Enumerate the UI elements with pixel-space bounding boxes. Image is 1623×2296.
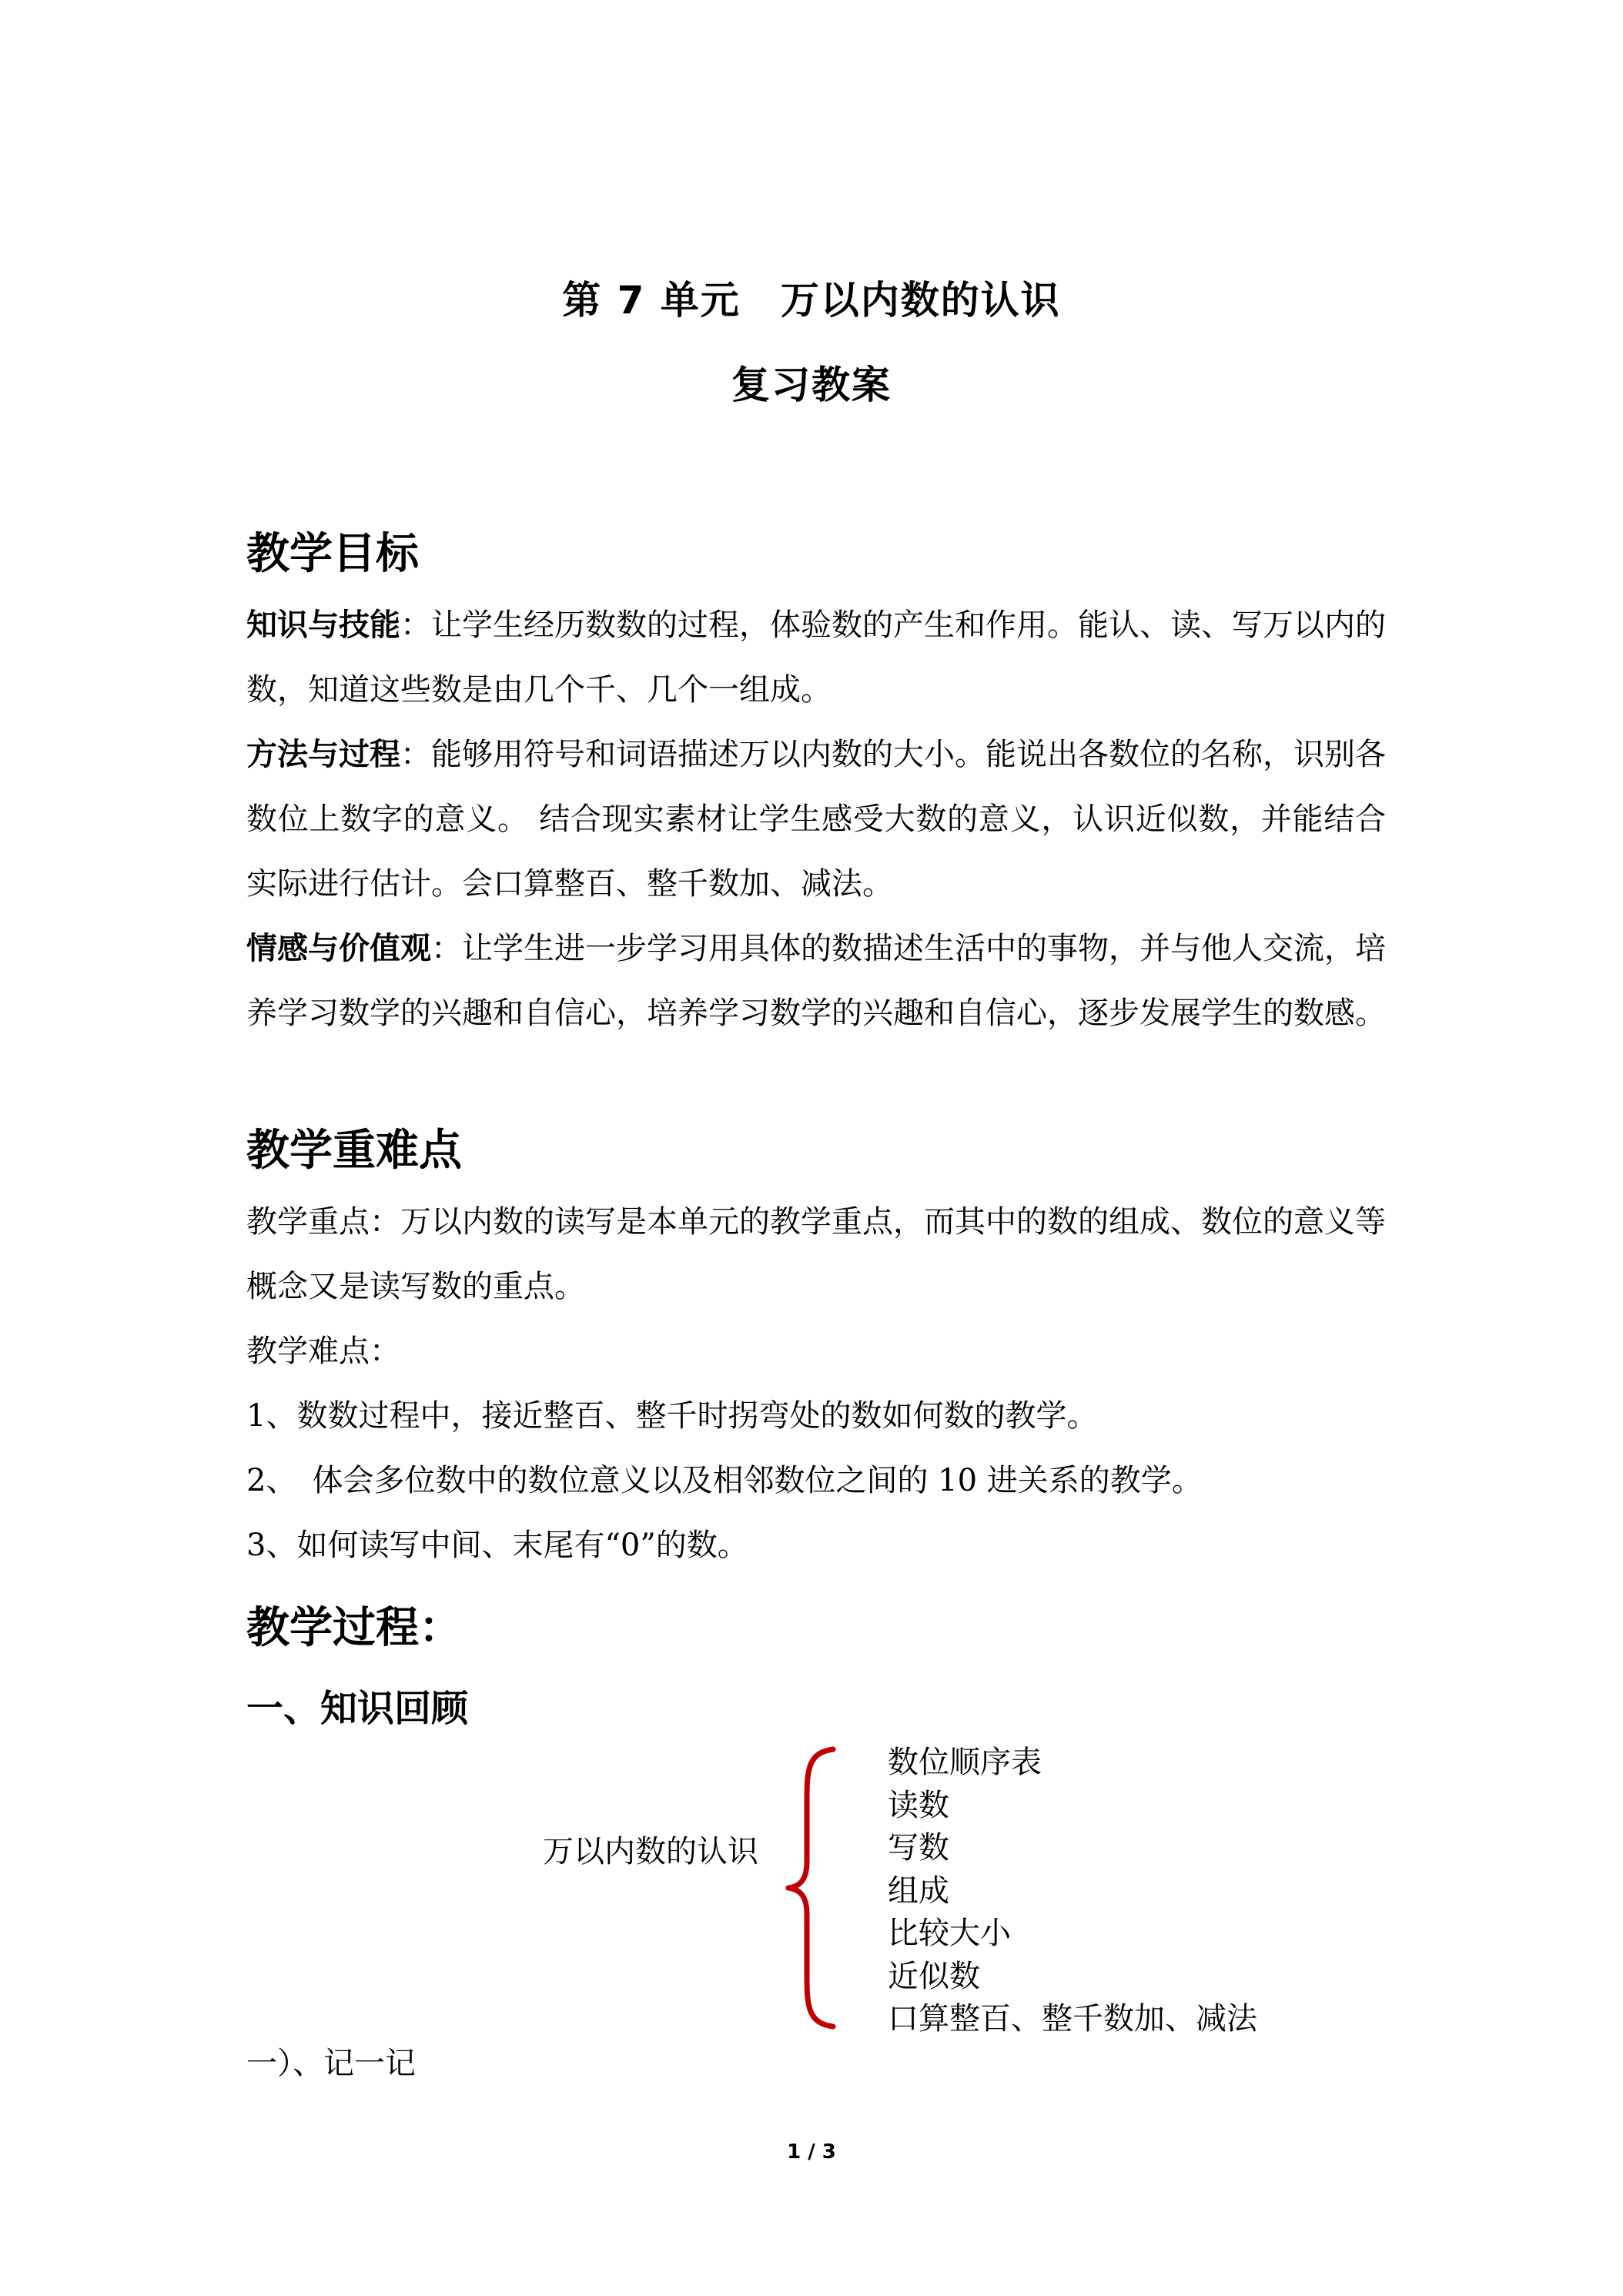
- curly-brace-icon: [785, 1746, 839, 2030]
- heading-key-points: 教学重难点: [246, 1126, 462, 1176]
- diagram-topic-item: 近似数: [888, 1958, 980, 1994]
- document-title: 第 7 单元 万以内数的认识: [562, 278, 1061, 323]
- difficulty-label: 教学难点：: [246, 1334, 400, 1369]
- difficulty-item-2: 2、 体会多位数中的数位意义以及相邻数位之间的 10 进关系的教学。: [246, 1463, 1203, 1498]
- diagram-topic-item: 比较大小: [888, 1916, 1011, 1951]
- heading-teaching-goals: 教学目标: [246, 529, 419, 579]
- goal-emotion-label: 情感与价值观: [246, 931, 431, 966]
- difficulty-item-3: 3、如何读写中间、末尾有“0”的数。: [246, 1528, 748, 1563]
- heading-teaching-process: 教学过程：: [246, 1603, 462, 1653]
- diagram-topic-item: 数位顺序表: [888, 1745, 1042, 1780]
- diagram-topic-item: 组成: [888, 1873, 949, 1909]
- diagram-topic-list: [888, 1742, 1257, 2041]
- difficulty-item-1: 1、数数过程中，接近整百、整千时拐弯处的数如何数的教学。: [246, 1398, 1098, 1434]
- diagram-topic-item: 写数: [888, 1830, 949, 1866]
- key-point-text: 教学重点：万以内数的读写是本单元的教学重点，而其中的数的组成、数位的意义等概念又是读写数的重点。: [246, 1204, 1386, 1304]
- sub-item-remember: 一）、记一记: [246, 2046, 416, 2081]
- diagram-topic-item: 口算整百、整千数加、减法: [888, 2001, 1257, 2037]
- diagram-center-label: 万以内数的认识: [543, 1834, 758, 1869]
- goal-method-text: ：能够用符号和词语描述万以内数的大小。能说出各数位的名称，识别各数位上数字的意义。 结合现实素材让学生感受大数的意义，认识近似数，并能结合实际进行估计。会口算整百、整千数加、减法。: [246, 737, 1386, 902]
- goal-method: [246, 722, 1386, 916]
- diagram-topic-item: 读数: [888, 1787, 949, 1823]
- document-subtitle: 复习教案: [731, 363, 892, 407]
- goal-knowledge: [246, 593, 1386, 722]
- goal-knowledge-text: ：让学生经历数数的过程，体验数的产生和作用。能认、读、写万以内的数，知道这些数是由几个千、几个一组成。: [246, 607, 1386, 708]
- goal-emotion-text: ：让学生进一步学习用具体的数描述生活中的事物，并与他人交流，培养学习数学的兴趣和自信心，培养学习数学的兴趣和自信心，逐步发展学生的数感。: [246, 931, 1386, 1031]
- goal-knowledge-label: 知识与技能: [246, 607, 400, 643]
- goal-method-label: 方法与过程: [246, 737, 400, 772]
- goal-emotion: [246, 916, 1386, 1046]
- page-number: 1 / 3: [787, 2140, 836, 2164]
- heading-knowledge-review: 一、知识回顾: [246, 1687, 469, 1730]
